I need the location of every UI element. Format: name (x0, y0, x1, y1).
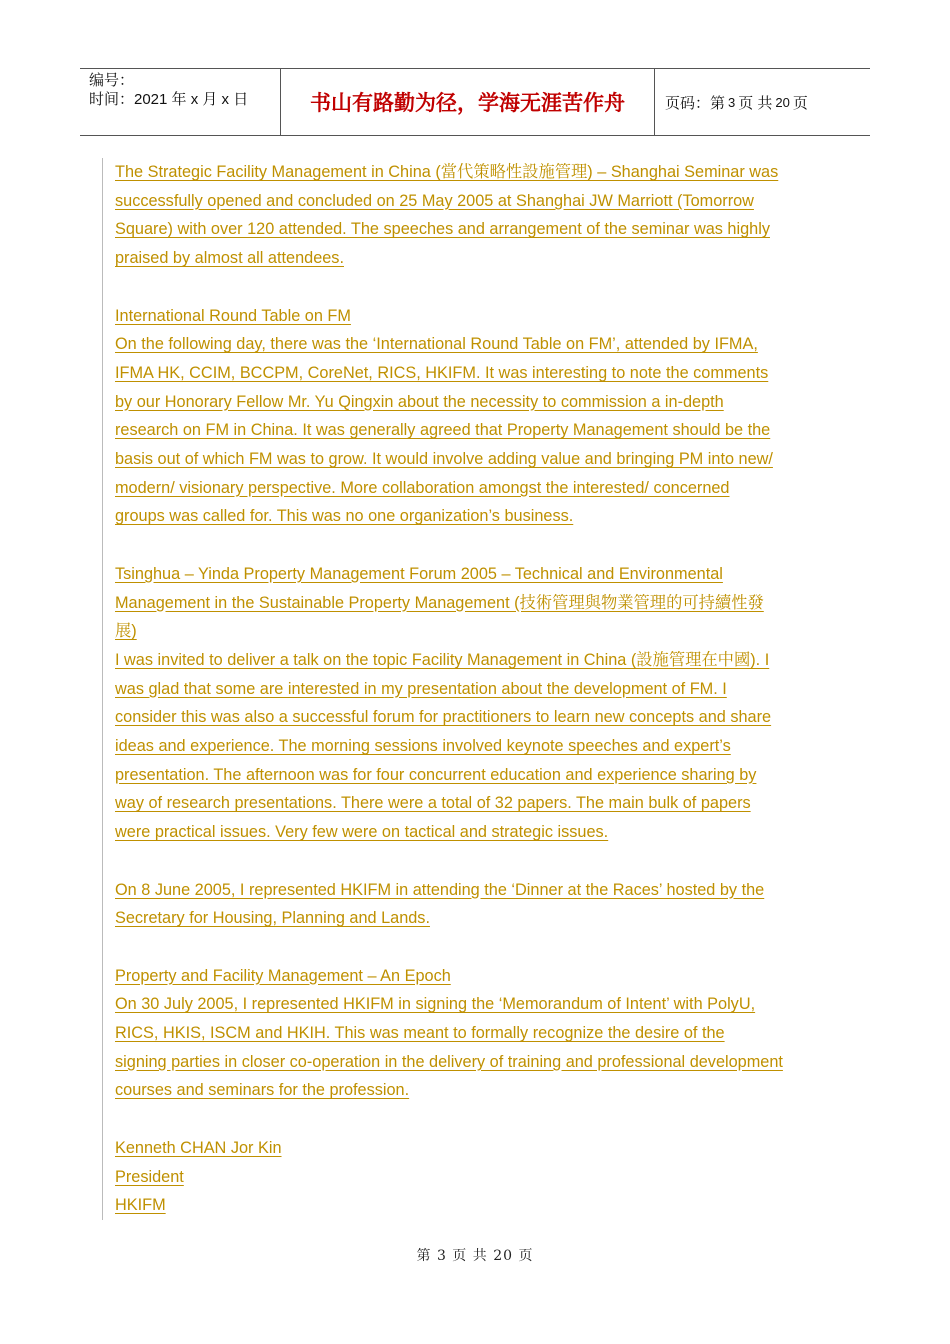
signatory-org: HKIFM (115, 1196, 166, 1215)
paragraph-gap (115, 933, 845, 962)
text-line: way of research presentations. There were a total of 32 papers. The main bulk of papers (115, 794, 751, 813)
text-line: successfully opened and concluded on 25 May 2005 at Shanghai JW Marriott (Tomorrow (115, 191, 754, 210)
text-line: ideas and experience. The morning sessions involved keynote speeches and expert’s (115, 737, 731, 756)
paragraph-gap (115, 847, 845, 876)
section-heading: International Round Table on FM (115, 306, 351, 325)
text-line: signing parties in closer co-operation in the delivery of training and professional development (115, 1052, 783, 1071)
serial-label: 编号： (89, 72, 135, 89)
page-label-suffix: 页 (792, 94, 808, 112)
text-line: consider this was also a successful forum for practitioners to learn new concepts and share (115, 708, 772, 727)
header-motto: 书山有路勤为径，学海无涯苦作舟 (281, 69, 655, 135)
section-heading: 展) (115, 622, 137, 641)
text-line: Secretary for Housing, Planning and Lands. (115, 909, 430, 928)
text-line: IFMA HK, CCIM, BCCPM, CoreNet, RICS, HKIFM. It was interesting to note the comments (115, 363, 769, 382)
paragraph-shanghai-seminar (115, 158, 845, 273)
text-line: On the following day, there was the ‘International Round Table on FM’, attended by IFMA, (115, 335, 758, 354)
header-meta (80, 69, 281, 135)
signature-block (115, 1134, 845, 1220)
page-current: 3 (728, 94, 736, 110)
text-line: modern/ visionary perspective. More collaboration amongst the interested/ concerned (115, 478, 730, 497)
text-line: presentation. The afternoon was for four concurrent education and experience sharing by (115, 765, 757, 784)
page-total: 20 (775, 94, 790, 110)
page-label-prefix: 页码：第 (665, 94, 726, 112)
header-page-number (655, 69, 870, 135)
document-body (115, 158, 845, 1220)
paragraph-dinner-races (115, 876, 845, 933)
section-heading: Tsinghua – Yinda Property Management Forum 2005 – Technical and Environmental (115, 564, 723, 583)
paragraph-tsinghua-forum (115, 560, 845, 847)
signatory-name: Kenneth CHAN Jor Kin (115, 1138, 282, 1157)
text-line: The Strategic Facility Management in China (當代策略性設施管理) – Shanghai Seminar was (115, 163, 779, 181)
text-line: was glad that some are interested in my presentation about the development of FM. I (115, 679, 727, 698)
page-footer: 第 3 页 共 20 页 (416, 1248, 534, 1264)
margin-revision-bar (102, 158, 103, 1220)
text-line: groups was called for. This was no one organization’s business. (115, 507, 574, 526)
text-line: RICS, HKIS, ISCM and HKIH. This was meant to formally recognize the desire of the (115, 1024, 725, 1043)
text-line: I was invited to deliver a talk on the topic Facility Management in China (設施管理在中國). I (115, 650, 770, 669)
section-heading: Management in the Sustainable Property Management (技術管理與物業管理的可持續性發 (115, 593, 764, 612)
text-line: research on FM in China. It was generally agreed that Property Management should be the (115, 421, 771, 440)
text-line: basis out of which FM was to grow. It would involve adding value and bringing PM into new/ (115, 450, 773, 469)
paragraph-gap (115, 273, 845, 302)
page-header (80, 68, 870, 136)
text-line: by our Honorary Fellow Mr. Yu Qingxin about the necessity to commission a in-depth (115, 392, 724, 411)
text-line: praised by almost all attendees. (115, 249, 344, 268)
text-line: were practical issues. Very few were on tactical and strategic issues. (115, 823, 609, 842)
text-line: On 8 June 2005, I represented HKIFM in attending the ‘Dinner at the Races’ hosted by the (115, 880, 765, 899)
paragraph-round-table (115, 302, 845, 532)
page-label-mid: 页 共 (738, 94, 773, 112)
signatory-title: President (115, 1167, 184, 1186)
time-label: 时间：2021 年 x 月 x 日 (89, 91, 249, 108)
section-heading: Property and Facility Management – An Epoch (115, 966, 451, 985)
text-line: Square) with over 120 attended. The speeches and arrangement of the seminar was highly (115, 220, 770, 239)
paragraph-epoch (115, 962, 845, 1106)
paragraph-gap (115, 1105, 845, 1134)
paragraph-gap (115, 531, 845, 560)
text-line: courses and seminars for the profession. (115, 1081, 410, 1100)
text-line: On 30 July 2005, I represented HKIFM in signing the ‘Memorandum of Intent’ with PolyU, (115, 995, 756, 1014)
